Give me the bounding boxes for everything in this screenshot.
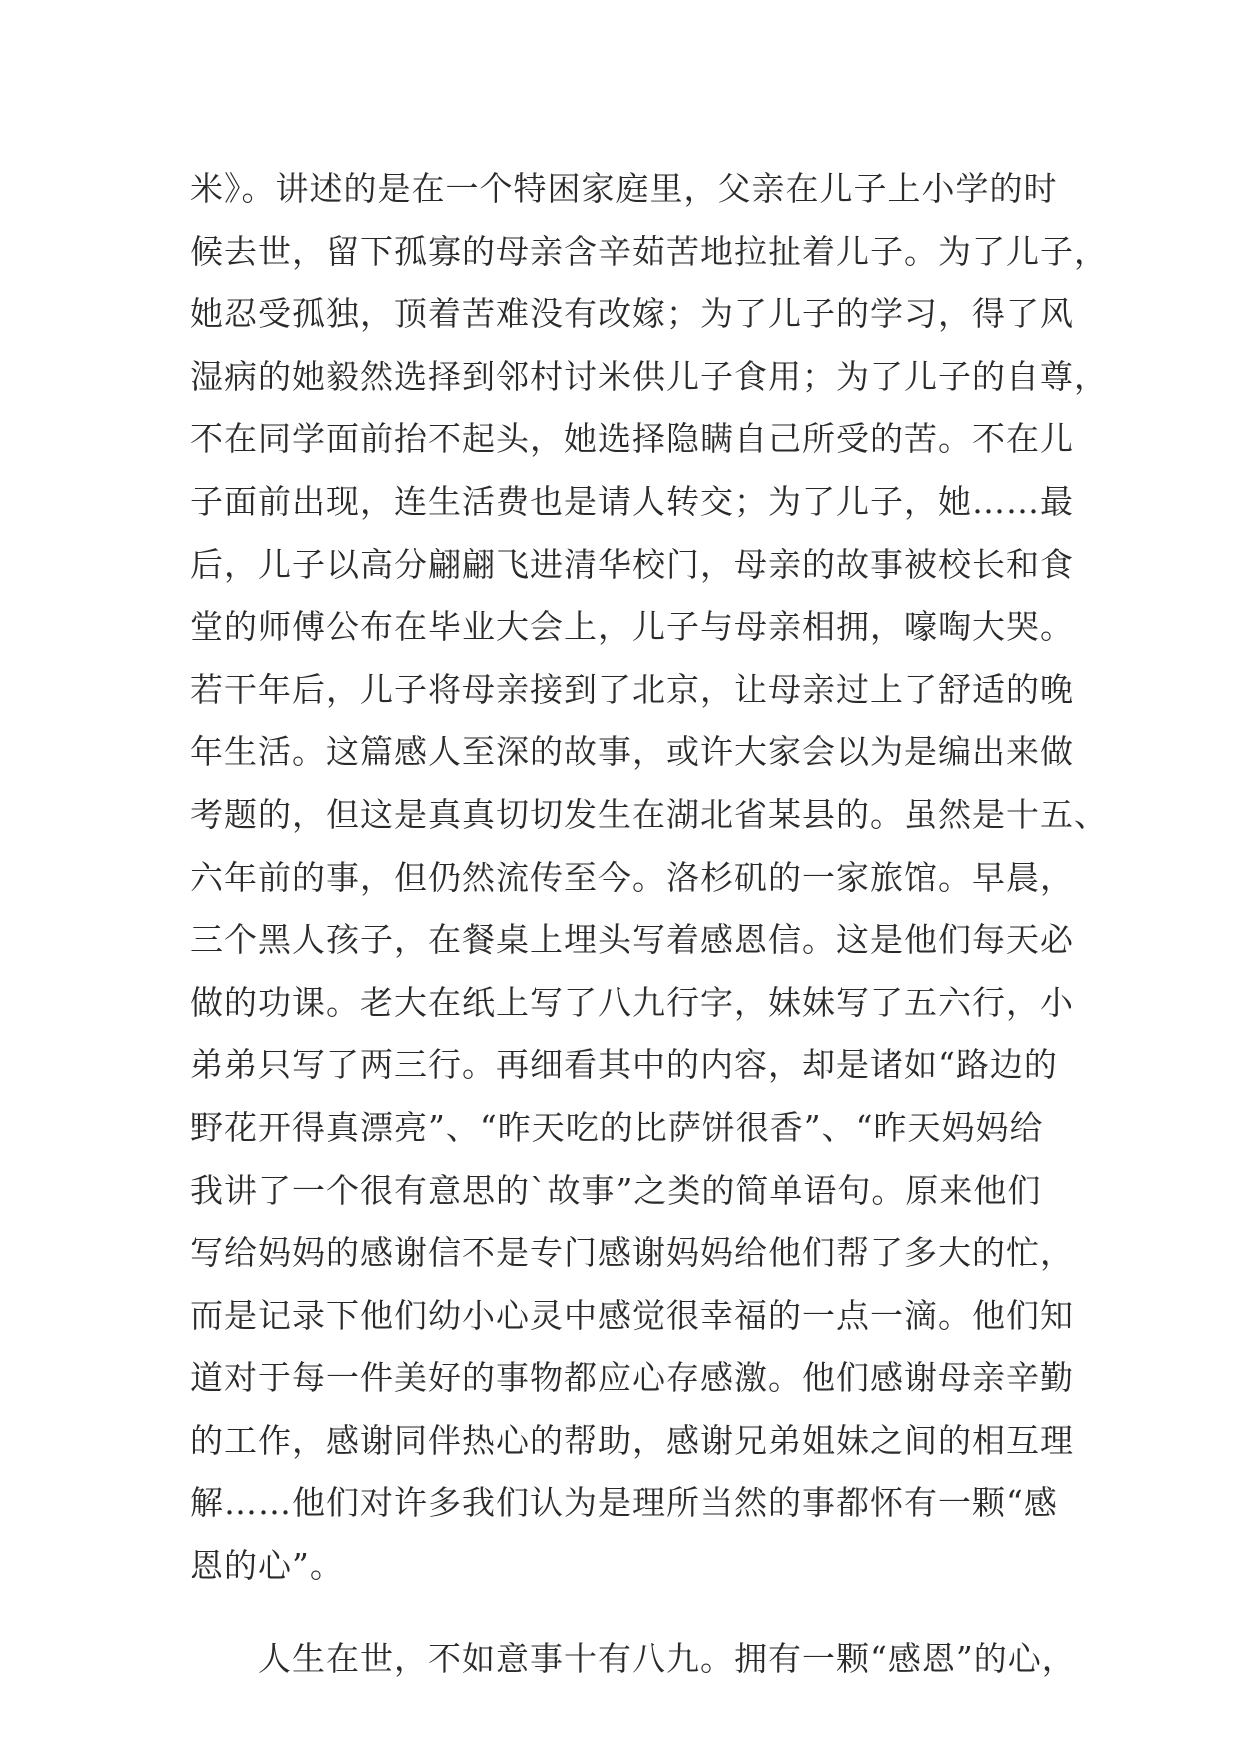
text-line: 湿病的她毅然选择到邻村讨米供儿子食用；为了儿子的自尊， (190, 356, 1108, 396)
text-line: 而是记录下他们幼小心灵中感觉很幸福的一点一滴。他们知 (190, 1295, 1074, 1335)
text-line: 三个黑人孩子，在餐桌上埋头写着感恩信。这是他们每天必 (190, 920, 1074, 960)
text-line: 候去世，留下孤寡的母亲含辛茹苦地拉扯着儿子。为了儿子， (190, 231, 1108, 271)
text-line: 的工作，感谢同伴热心的帮助，感谢兄弟姐妹之间的相互理 (190, 1420, 1074, 1460)
text-line: 野花开得真漂亮”、“昨天吃的比萨饼很香”、“昨天妈妈给 (190, 1107, 1044, 1147)
text-line: 做的功课。老大在纸上写了八九行字，妹妹写了五六行，小 (190, 982, 1074, 1022)
text-line: 六年前的事，但仍然流传至今。洛杉矶的一家旅馆。早晨， (190, 857, 1074, 897)
text-line: 年生活。这篇感人至深的故事，或许大家会以为是编出来做 (190, 732, 1074, 772)
text-line: 恩的心”。 (190, 1546, 344, 1586)
text-line: 后，儿子以高分翩翩飞进清华校门，母亲的故事被校长和食 (190, 544, 1074, 584)
text-line: 解……他们对许多我们认为是理所当然的事都怀有一颗“感 (190, 1483, 1058, 1523)
text-line: 堂的师傅公布在毕业大会上，儿子与母亲相拥，嚎啕大哭。 (190, 607, 1074, 647)
body-text (190, 158, 1108, 1690)
text-line: 米》。讲述的是在一个特困家庭里，父亲在儿子上小学的时 (190, 169, 1058, 208)
text-line: 子面前出现，连生活费也是请人转交；为了儿子，她……最 (190, 481, 1074, 521)
text-line: 弟弟只写了两三行。再细看其中的内容，却是诸如“路边的 (190, 1045, 1058, 1085)
text-line: 若干年后，儿子将母亲接到了北京，让母亲过上了舒适的晚 (190, 669, 1074, 709)
text-line: 写给妈妈的感谢信不是专门感谢妈妈给他们帮了多大的忙， (190, 1233, 1074, 1273)
paragraph-first-line: 人生在世，不如意事十有八九。拥有一颗“感恩”的心， (258, 1638, 1076, 1678)
text-line: 我讲了一个很有意思的`故事”之类的简单语句。原来他们 (190, 1170, 1042, 1210)
text-line: 她忍受孤独，顶着苦难没有改嫁；为了儿子的学习，得了风 (190, 294, 1074, 334)
text-line: 道对于每一件美好的事物都应心存感激。他们感谢母亲辛勤 (190, 1358, 1074, 1398)
text-line: 不在同学面前抬不起头，她选择隐瞒自己所受的苦。不在儿 (190, 419, 1074, 459)
text-line: 考题的，但这是真真切切发生在湖北省某县的。虽然是十五、 (190, 794, 1108, 834)
